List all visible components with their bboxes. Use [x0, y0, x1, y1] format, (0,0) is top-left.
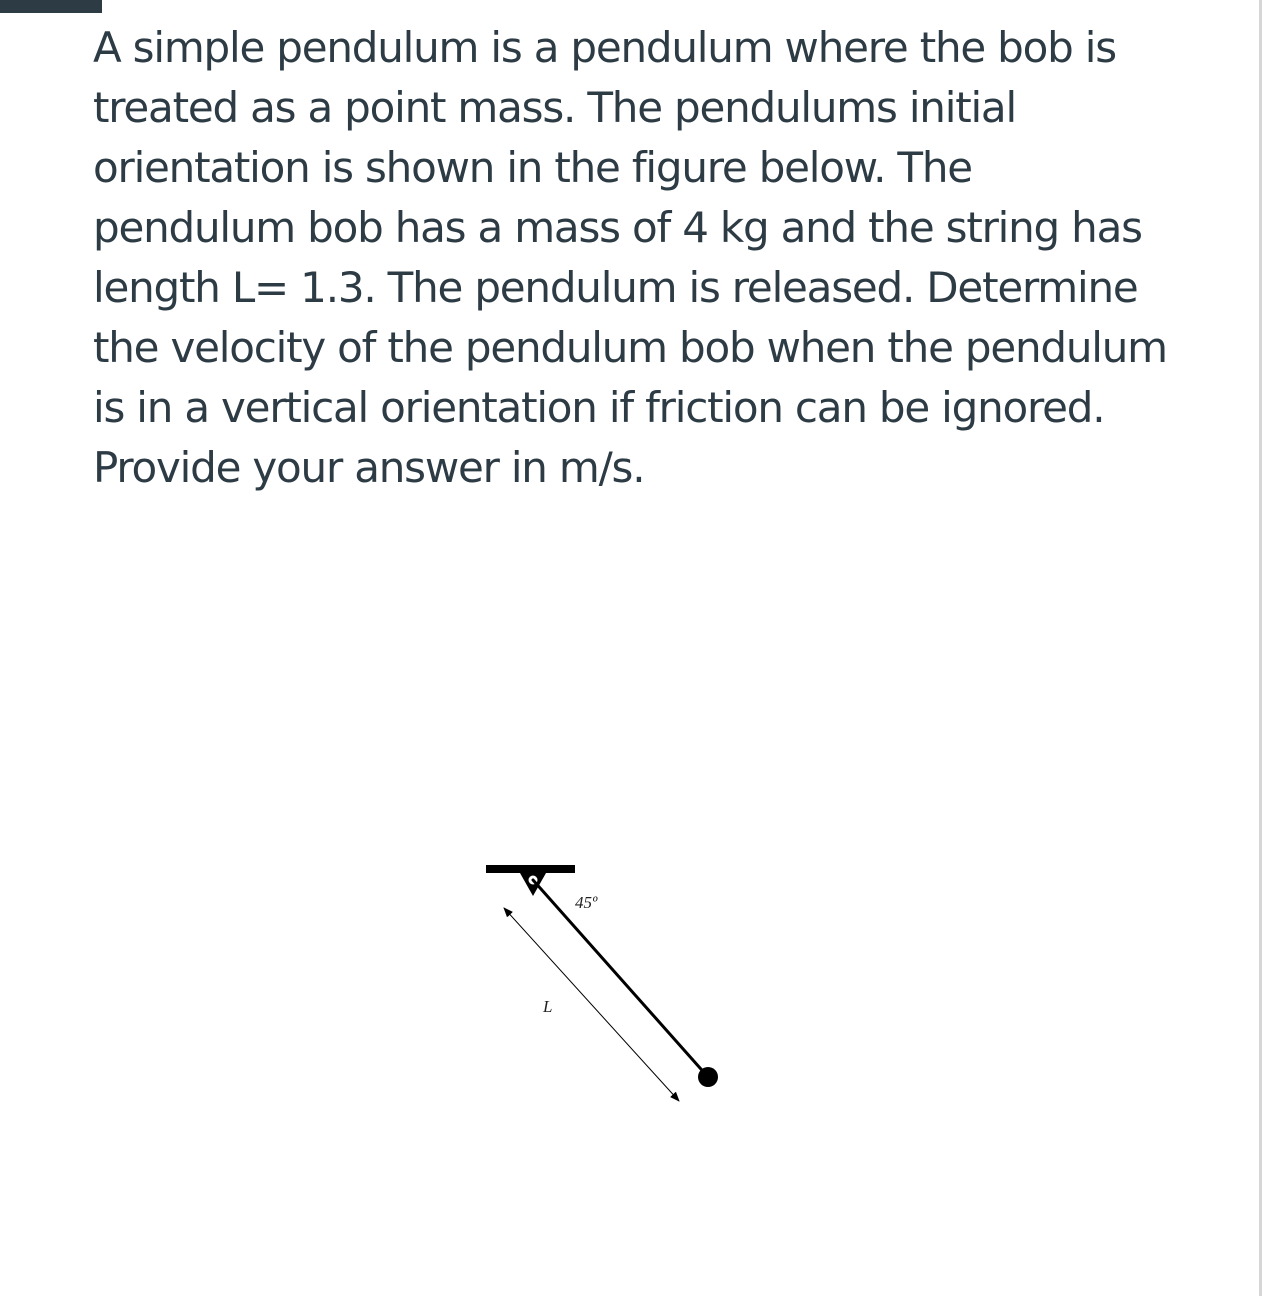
question-line: length L= 1.3. The pendulum is released. Determine [93, 263, 1138, 312]
angle-label: 45º [575, 893, 598, 912]
question-line: the velocity of the pendulum bob when the pendulum [93, 323, 1167, 372]
question-line: pendulum bob has a mass of 4 kg and the string has [93, 203, 1142, 252]
length-label: L [543, 997, 553, 1016]
top-tab-marker [0, 0, 102, 13]
question-text [93, 18, 1243, 498]
ceiling-support [486, 865, 575, 873]
question-line: is in a vertical orientation if friction can be ignored. [93, 383, 1105, 432]
question-line: treated as a point mass. The pendulums initial [93, 83, 1016, 132]
length-dimension-arrow [504, 908, 679, 1101]
question-line: A simple pendulum is a pendulum where the bob is [93, 23, 1116, 72]
pendulum-string [533, 880, 708, 1077]
pendulum-bob [698, 1067, 718, 1087]
question-line: orientation is shown in the figure below. The [93, 143, 972, 192]
pendulum-figure [470, 850, 750, 1110]
question-line: Provide your answer in m/s. [93, 443, 645, 492]
